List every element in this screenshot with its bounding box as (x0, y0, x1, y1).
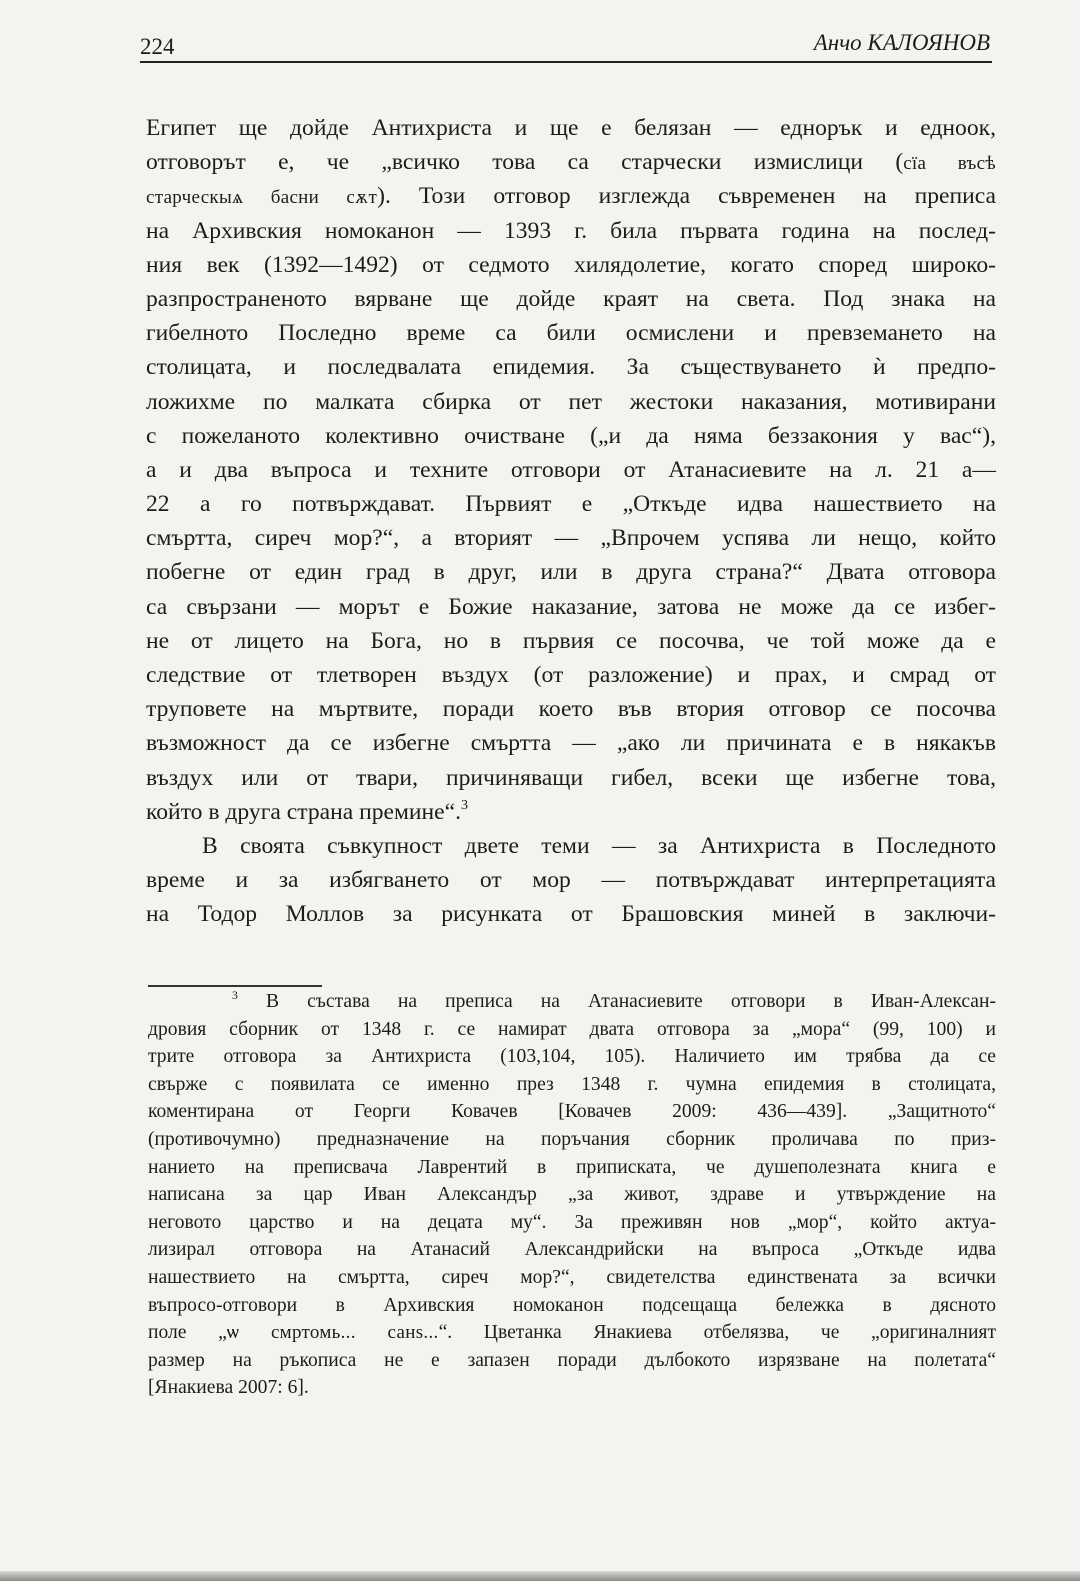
footnote-line: нашествието на смъртта, сиреч мор?“, свидетелства единствената за всички (148, 1266, 996, 1288)
footnote-line: неговото царство и на децата му“. За преживян нов „мор“, който актуа- (148, 1211, 996, 1233)
text-line: с пожеланото колективно очистване („и да няма беззакония у вас“), (146, 422, 996, 449)
text-line: старческыѧ басни сѫт). Този отговор изглежда съвременен на преписа (146, 183, 996, 210)
text-line: труповете на мъртвите, поради което във втория отговор се посочва (146, 696, 996, 723)
main-text (146, 111, 996, 932)
footnote-line: въпросо-отговори в Архивския номоканон подсещаща бележка в дясното (148, 1294, 996, 1316)
text-line: който в друга страна премине“.$^3$ (146, 796, 469, 825)
slavonic-quote: сїа въсѣ (903, 153, 996, 175)
footnote-line: трите отговора за Антихриста (103,104, 105). Наличието им трябва да се (148, 1046, 996, 1068)
text-line: време и за избягването от мор — потвърждават интерпретацията (146, 867, 996, 894)
footnote-line: размер на ръкописа не е запазен поради дълбокото изрязване на полетата“ (148, 1349, 996, 1371)
text-line: Египет ще дойде Антихриста и ще е белязан — еднорък и едноок, (146, 115, 996, 141)
page-number: 224 (140, 34, 175, 59)
text-line: ложихме по малката сбирка от пет жестоки наказания, мотивирани (146, 388, 996, 415)
text-line: В своята съвкупност двете теми — за Антихриста в Последното (202, 832, 996, 859)
footnote-line: поле „ѡ смртомь... санѕ...“. Цветанка Янакиева отбелязва, че „оригиналният (148, 1322, 997, 1344)
text-line: са свързани — морът е Божие наказание, затова не може да се избег- (146, 593, 996, 620)
footnote-marker: 3 (232, 988, 238, 1002)
text-line: не от лицето на Бога, но в първия се посочва, че той може да е (146, 627, 996, 654)
text-line: възможност да се избегне смъртта — „ако ли причината е в някакъв (146, 730, 996, 757)
footnote-line: лизирал отговора на Атанасий Александрийски на въпроса „Откъде идва (148, 1239, 996, 1261)
text-line: а и два въпроса и техните отговори от Атанасиевите на л. 21 а— (146, 456, 996, 483)
text-line: побегне от един град в друг, или в друга страна?“ Двата отговора (146, 559, 996, 586)
text-line: разпространеното вярване ще дойде краят на света. Под знака на (146, 285, 996, 312)
text-line: смъртта, сиреч мор?“, а вторият — „Впрочем успява ли нещо, който (146, 525, 996, 552)
footnote-line: нанието на преписвача Лаврентий в приписката, че душеполезната книга е (148, 1156, 996, 1178)
footnote-line: (противочумно) предназначение на поръчания сборник проличава по приз- (148, 1128, 996, 1150)
text-line: гибелното Последно време са били осмислени и превземането на (146, 320, 996, 347)
footnote-line: дровия сборник от 1348 г. се намират двата отговора за „мора“ (99, 100) и (148, 1018, 996, 1040)
footnote-rule (148, 985, 322, 987)
slavonic-quote: ѡ смртомь... санѕ... (226, 1322, 439, 1344)
text-line: въздух или от твари, причиняващи гибел, всеки ще избегне това, (146, 764, 996, 791)
slavonic-quote: старческыѧ басни сѫт (146, 187, 378, 209)
running-head: Анчо КАЛОЯНОВ (813, 30, 990, 55)
footnote-line: [Янакиева 2007: 6]. (148, 1377, 309, 1399)
text-line: столицата, и последвалата епидемия. За съществуването ѝ предпо- (146, 354, 996, 381)
footnote-line: коментирана от Георги Ковачев [Ковачев 2009: 436—439]. „Защитното“ (148, 1101, 996, 1123)
header-rule (140, 61, 992, 63)
text-line: 22 а го потвърждават. Първият е „Откъде идва нашествието на (146, 491, 996, 518)
footnote-line: свърже с появилата се именно през 1348 г. чумна епидемия в столицата, (148, 1073, 996, 1095)
text-line: на Архивския номоканон — 1393 г. била първата година на послед- (146, 217, 996, 244)
footnote (148, 988, 996, 1402)
text-line: отговорът е, че „всичко това са старчески измислици (сїа въсѣ (146, 149, 996, 176)
footnote-line: $^3$ В състава на преписа на Атанасиевите отговори в Иван-Алексан- (232, 988, 996, 1012)
footnote-reference[interactable]: 3 (461, 796, 469, 813)
text-line: следствие от тлетворен въздух (от разложение) и прах, и смрад от (146, 662, 996, 688)
text-line: на Тодор Моллов за рисунката от Брашовския миней в заключи- (146, 901, 996, 928)
page-header (140, 22, 990, 62)
footnote-line: написана за цар Иван Александър „за живот, здраве и утвърждение на (148, 1184, 996, 1206)
text-line: ния век (1392—1492) от седмото хилядолетие, когато според широко- (146, 251, 996, 278)
page-bottom-edge (0, 1571, 1080, 1581)
